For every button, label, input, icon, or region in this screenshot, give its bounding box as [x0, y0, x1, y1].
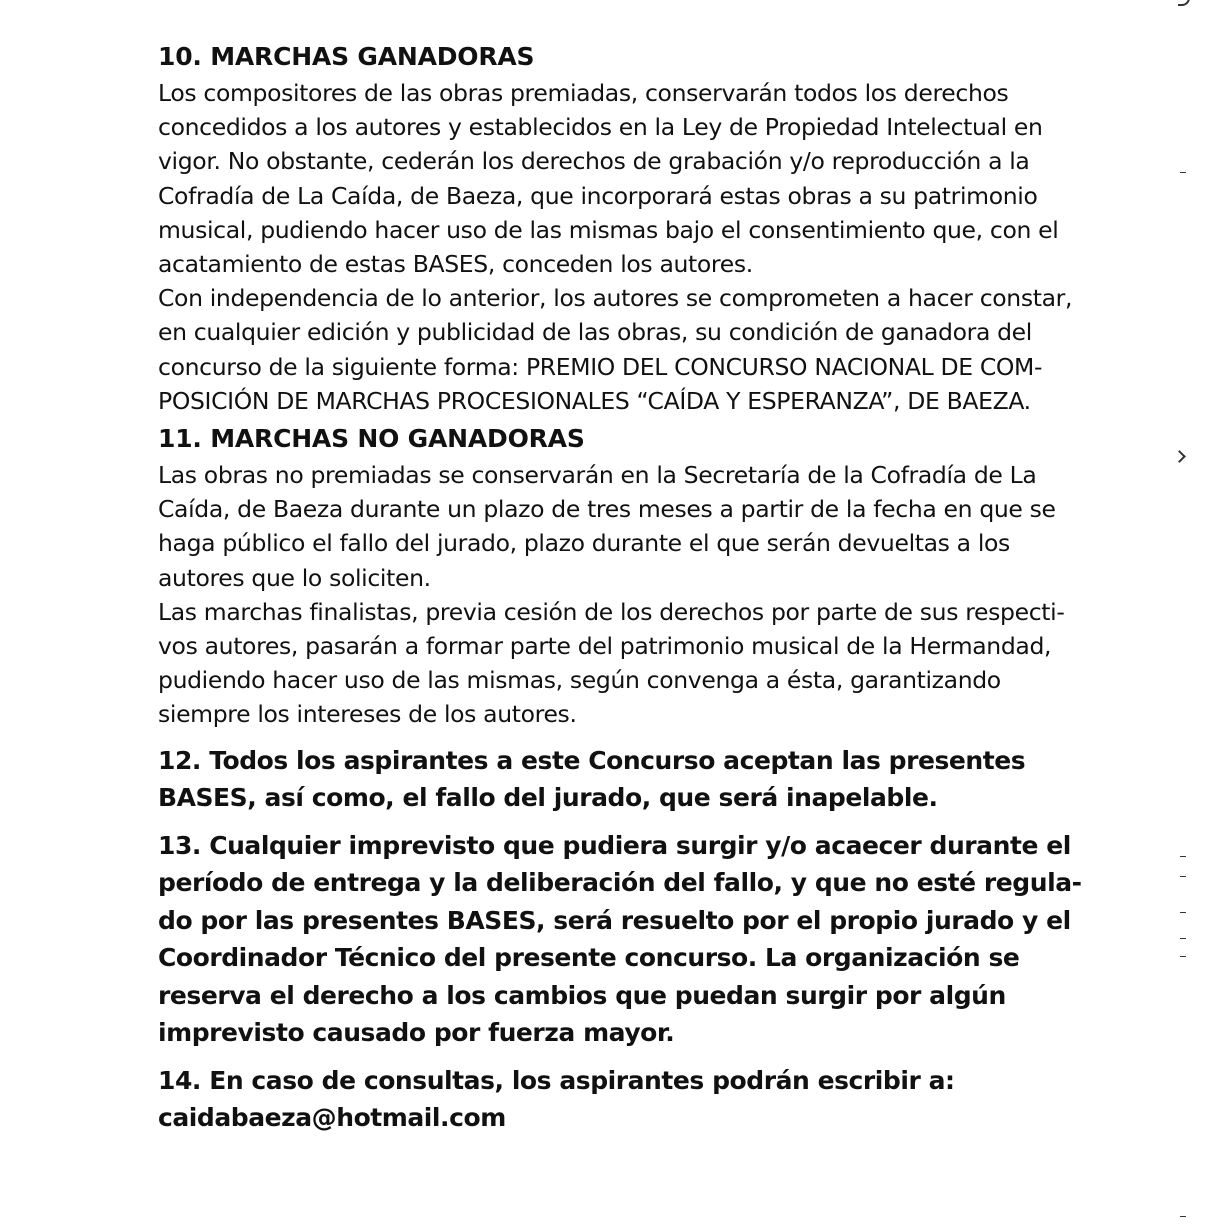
crop-mark — [1180, 956, 1186, 957]
text-line: Las obras no premiadas se conservarán en la Secretaría de la Cofradía de La — [158, 461, 1037, 490]
document-page — [158, 40, 1118, 1137]
crop-mark — [1180, 938, 1186, 939]
text-line: Caída, de Baeza durante un plazo de tres meses a partir de la fecha en que se — [158, 495, 1056, 524]
section-heading: 10. MARCHAS GANADORAS — [158, 42, 535, 71]
text-line: en cualquier edición y publicidad de las obras, su condición de ganadora del — [158, 318, 1032, 347]
section-12 — [158, 742, 1118, 817]
text-line: pudiendo hacer uso de las mismas, según convenga a ésta, garantizando — [158, 666, 1001, 695]
text-line: Los compositores de las obras premiadas, conservarán todos los derechos — [158, 79, 1009, 107]
section-13 — [158, 827, 1118, 1052]
text-line: musical, pudiendo hacer uso de las mismas bajo el consentimiento que, con el — [158, 215, 1059, 244]
text-line: haga público el fallo del jurado, plazo durante el que serán devueltas a los — [158, 529, 1010, 558]
bold-text-line: 14. En caso de consultas, los aspirantes podrán escribir a: — [158, 1065, 955, 1095]
crop-mark — [1180, 172, 1186, 173]
crop-marks — [1180, 0, 1188, 1228]
bold-text-line: reserva el derecho a los cambios que puedan surgir por algún — [158, 980, 1006, 1010]
bold-text-line: 12. Todos los aspirantes a este Concurso aceptan las presentes — [158, 745, 1026, 775]
text-line: vos autores, pasarán a formar parte del patrimonio musical de la Hermandad, — [158, 632, 1052, 661]
text-line: Las marchas finalistas, previa cesión de los derechos por parte de sus respecti- — [158, 597, 1065, 626]
bold-text-line: BASES, así como, el fallo del jurado, que será inapelable. — [158, 783, 938, 813]
bold-text-line: período de entrega y la deliberación del fallo, y que no esté regula- — [158, 868, 1082, 898]
bold-text-line: Coordinador Técnico del presente concurso. La organización se — [158, 943, 1020, 973]
text-line: concurso de la siguiente forma: PREMIO DEL CONCURSO NACIONAL DE COM- — [158, 352, 1043, 381]
bold-text-line: do por las presentes BASES, será resuelto por el propio jurado y el — [158, 905, 1071, 935]
crop-mark — [1180, 912, 1186, 913]
section-11 — [158, 422, 1118, 732]
text-line: Con independencia de lo anterior, los autores se comprometen a hacer constar, — [158, 284, 1073, 313]
bold-text-line: imprevisto causado por fuerza mayor. — [158, 1018, 675, 1048]
text-line: POSICIÓN DE MARCHAS PROCESIONALES “CAÍDA Y ESPERANZA”, DE BAEZA. — [158, 386, 1031, 415]
bold-text-line: 13. Cualquier imprevisto que pudiera surgir y/o acaecer durante el — [158, 830, 1071, 860]
crop-mark — [1180, 876, 1186, 877]
contact-email: caidabaeza@hotmail.com — [158, 1103, 506, 1133]
section-10 — [158, 40, 1118, 418]
crop-mark — [1180, 1216, 1186, 1217]
crop-mark — [1180, 856, 1186, 857]
text-line: acatamiento de estas BASES, conceden los autores. — [158, 250, 753, 279]
text-line: concedidos a los autores y establecidos en la Ley de Propiedad Intelectual en — [158, 113, 1043, 142]
text-line: vigor. No obstante, cederán los derechos de grabación y/o reproducción a la — [158, 147, 1030, 176]
section-heading: 11. MARCHAS NO GANADORAS — [158, 424, 585, 454]
text-line: siempre los intereses de los autores. — [158, 700, 577, 729]
text-line: autores que lo soliciten. — [158, 563, 431, 592]
text-line: Cofradía de La Caída, de Baeza, que incorporará estas obras a su patrimonio — [158, 181, 1038, 210]
section-14 — [158, 1062, 1118, 1137]
